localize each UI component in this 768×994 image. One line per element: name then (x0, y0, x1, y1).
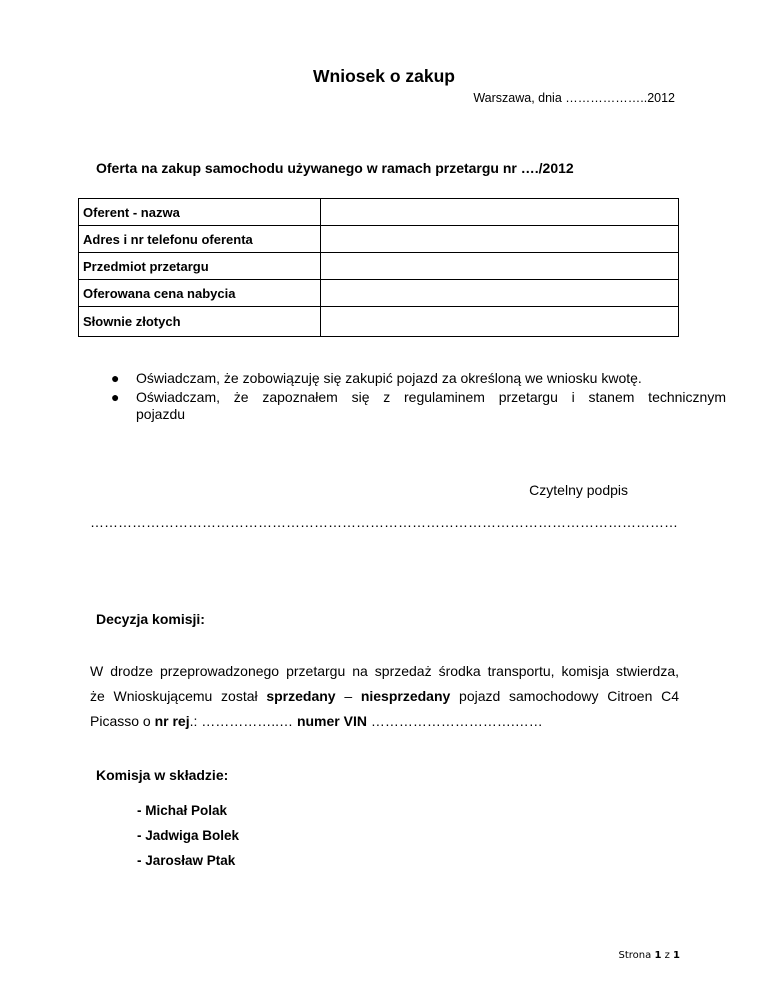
table-row (79, 307, 679, 337)
field-offered-price[interactable] (321, 280, 679, 307)
sold-option: sprzedany (266, 688, 336, 704)
declaration-text-line2: pojazdu (136, 406, 186, 422)
page-total: 1 (673, 950, 680, 961)
row-label-tender-subject: Przedmiot przetargu (79, 253, 321, 280)
row-label-amount-in-words: Słownie złotych (79, 307, 321, 337)
decision-text: Picasso o (90, 713, 155, 729)
page-prefix: Strona (618, 950, 655, 961)
declaration-item (111, 370, 726, 387)
unsold-option: niesprzedany (360, 688, 451, 704)
dash-separator: – (335, 688, 361, 704)
row-label-address-phone: Adres i nr telefonu oferenta (79, 226, 321, 253)
field-amount-in-words[interactable] (321, 307, 679, 337)
declarations-list (88, 370, 726, 425)
declaration-item (111, 389, 726, 423)
vin-label: numer VIN (296, 713, 367, 729)
table-row (79, 253, 679, 280)
declaration-text-line1: Oświadczam, że zapoznałem się z regulaminem przetargu i stanem technicznym (136, 389, 726, 405)
vin-blank: ………………………….…… (366, 713, 543, 729)
committee-member: - Michał Polak (137, 803, 228, 818)
table-row (79, 280, 679, 307)
reg-number-blank: .: ……………..… (189, 713, 297, 729)
offer-heading: Oferta na zakup samochodu używanego w ramach przetargu nr …./2012 (96, 160, 574, 176)
decision-line-1: W drodze przeprowadzonego przetargu na sprzedaż środka transportu, komisja stwierdza, (90, 663, 679, 679)
field-tender-subject[interactable] (321, 253, 679, 280)
committee-member: - Jadwiga Bolek (137, 828, 240, 843)
decision-line-3 (90, 709, 679, 734)
committee-heading: Komisja w składzie: (96, 767, 229, 783)
offer-form-table (78, 198, 679, 337)
decision-paragraph (90, 659, 679, 734)
field-address-phone[interactable] (321, 226, 679, 253)
decision-text: że Wnioskującemu został (90, 688, 267, 704)
table-row (79, 199, 679, 226)
bullet-icon: ● (111, 389, 120, 405)
page-current: 1 (654, 950, 662, 961)
row-label-bidder-name: Oferent - nazwa (79, 199, 321, 226)
field-bidder-name[interactable] (321, 199, 679, 226)
declaration-text: Oświadczam, że zobowiązuję się zakupić pojazd za określoną we wniosku kwotę. (136, 370, 642, 386)
page-number (619, 950, 680, 961)
decision-text: pojazd samochodowy Citroen C4 (450, 688, 679, 704)
decision-line-2 (90, 684, 679, 709)
row-label-offered-price: Oferowana cena nabycia (79, 280, 321, 307)
signature-line: ……………………………………………………………………………………………………………… (90, 514, 678, 530)
document-title: Wniosek o zakup (313, 66, 455, 86)
decision-heading: Decyzja komisji: (96, 611, 205, 627)
reg-number-label: nr rej (154, 713, 190, 729)
bullet-icon: ● (111, 370, 120, 386)
place-date-line: Warszawa, dnia ………………..2012 (473, 91, 675, 105)
table-row (79, 226, 679, 253)
signature-label: Czytelny podpis (529, 482, 628, 498)
committee-members-list (137, 803, 239, 878)
page-sep: z (661, 950, 674, 961)
committee-member: - Jarosław Ptak (137, 853, 236, 868)
